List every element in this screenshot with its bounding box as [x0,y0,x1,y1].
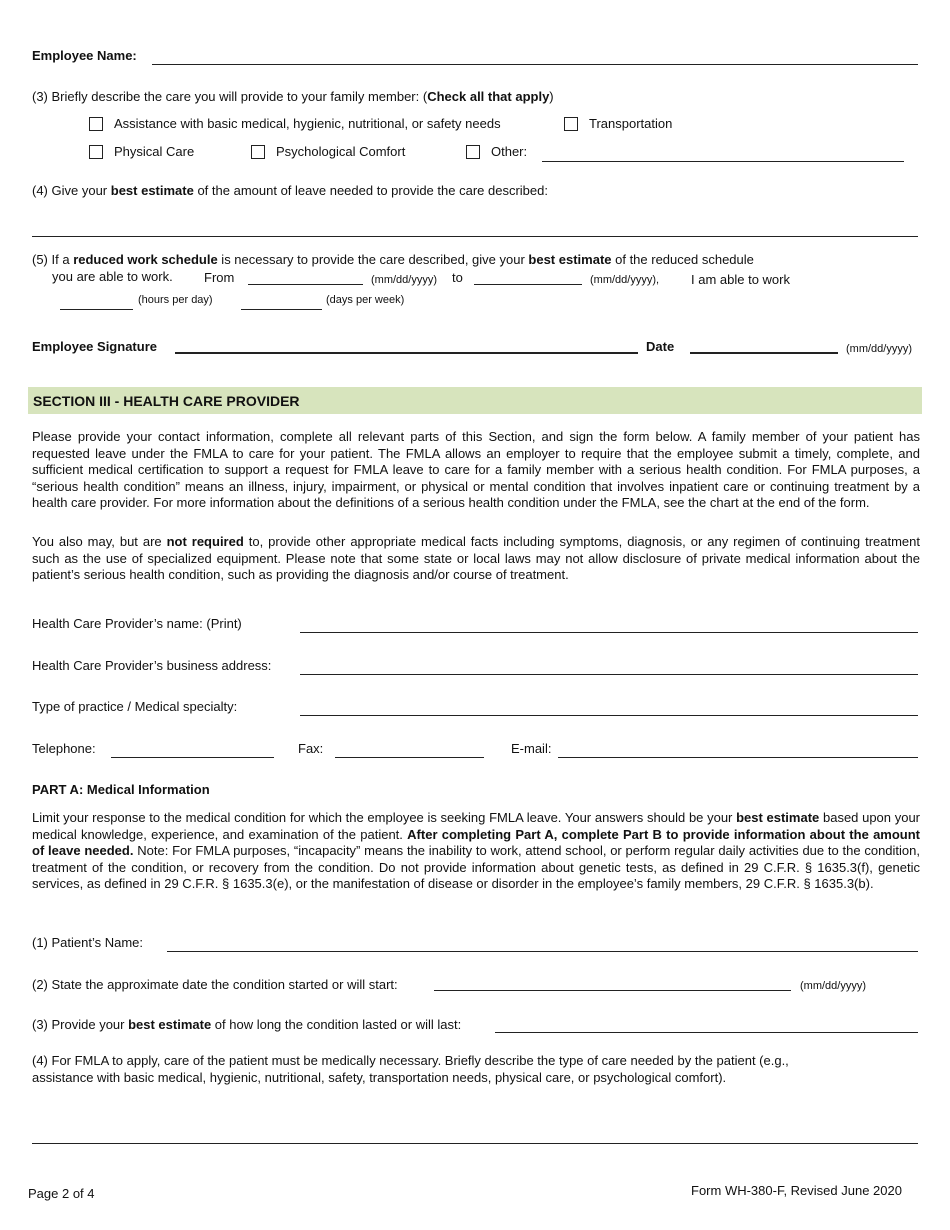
practice-field[interactable] [300,715,918,716]
provider-name-label: Health Care Provider’s name: (Print) [32,616,242,631]
employee-signature-label: Employee Signature [32,339,157,354]
checkbox-assistance[interactable] [89,117,103,131]
signature-date-label: Date [646,339,675,354]
email-label: E-mail: [511,741,552,756]
employee-q3-text: (3) Briefly describe the care you will provide to your family member: (Check all that apply) [32,89,554,104]
fax-field[interactable] [335,757,484,758]
fax-label: Fax: [298,741,324,756]
provider-name-field[interactable] [300,632,918,633]
to-date-format: (mm/dd/yyyy), [590,274,660,286]
hours-per-day-label: (hours per day) [138,294,213,306]
signature-date-field[interactable] [690,352,838,354]
checkbox-other[interactable] [466,145,480,159]
care-needed-question-line2: assistance with basic medical, hygienic, nutritional, safety, transportation needs, physical care, or psychological comfort). [32,1070,727,1085]
employee-q5-line2: you are able to work. [52,269,173,284]
employee-name-label: Employee Name: [32,48,137,63]
employee-name-field[interactable] [152,64,918,65]
care-needed-question-line1: (4) For FMLA to apply, care of the patient must be medically necessary. Briefly describe the type of care needed by the patient (e.g., [32,1053,789,1068]
checkbox-psychological-comfort[interactable] [251,145,265,159]
checkbox-physical-care[interactable] [89,145,103,159]
option-assistance-label: Assistance with basic medical, hygienic, nutritional, or safety needs [114,116,501,131]
condition-start-label: (2) State the approximate date the condition started or will start: [32,977,398,992]
condition-duration-field[interactable] [495,1032,918,1033]
section-3-title: SECTION III - HEALTH CARE PROVIDER [33,393,300,409]
employee-q5-text: (5) If a reduced work schedule is necessary to provide the care described, give your best estimate of the reduced schedule [32,252,754,267]
care-needed-field[interactable] [32,1143,918,1144]
checkbox-transportation[interactable] [564,117,578,131]
patient-name-field[interactable] [167,951,918,952]
option-transportation-label: Transportation [589,116,673,131]
part-a-paragraph: Limit your response to the medical condition for which the employee is seeking FMLA leave. Your answers should be your best estimate based upon your medical knowledge, experience, and examination of the patient. After completing Part A, complete Part B to provide information about the amount of leave needed. Note: For FMLA purposes, “incapacity” means the inability to work, attend school, or perform regular daily activities due to the condition, treatment of the condition, or recovery from the condition. Do not provide information about genetic tests, as defined in 29 C.F.R. § 1635.3(f), genetic services, as defined in 29 C.F.R. § 1635.3(e), or the manifestation of disease or disorder in the employee’s family members, 29 C.F.R. § 1635.3(b). [32,810,921,891]
section-3-second-paragraph: You also may, but are not required to, provide other appropriate medical facts including symptoms, diagnosis, or any regimen of continuing treatment such as the use of specialized equipment. Please note that some state or local laws may not allow disclosure of private medical information about the patient’s serious health condition, such as providing the diagnosis and/or course of treatment. [32,534,920,582]
leave-estimate-field[interactable] [32,236,918,237]
form-id: Form WH-380-F, Revised June 2020 [691,1183,902,1198]
signature-date-format: (mm/dd/yyyy) [846,343,912,355]
part-a-title: PART A: Medical Information [32,782,210,797]
from-date-format: (mm/dd/yyyy) [371,274,437,286]
from-date-field[interactable] [248,284,363,285]
provider-address-field[interactable] [300,674,918,675]
email-field[interactable] [558,757,918,758]
able-to-work-label: I am able to work [691,272,790,287]
employee-q4-text: (4) Give your best estimate of the amount of leave needed to provide the care described: [32,183,548,198]
hours-per-day-field[interactable] [60,309,133,310]
condition-start-format: (mm/dd/yyyy) [800,980,866,992]
condition-start-field[interactable] [434,990,791,991]
from-label: From [204,270,235,285]
to-date-field[interactable] [474,284,582,285]
option-other-label: Other: [491,144,528,159]
days-per-week-field[interactable] [241,309,322,310]
to-label: to [452,270,463,285]
other-field[interactable] [542,161,904,162]
condition-duration-label: (3) Provide your best estimate of how long the condition lasted or will last: [32,1017,462,1032]
provider-address-label: Health Care Provider’s business address: [32,658,272,673]
employee-signature-field[interactable] [175,352,638,354]
page-number: Page 2 of 4 [28,1186,95,1201]
section-3-intro-paragraph: Please provide your contact information, complete all relevant parts of this Section, and sign the form below. A family member of your patient has requested leave under the FMLA to care for your patient. The FMLA allows an employer to require that the employee submit a timely, complete, and sufficient medical certification to support a request for FMLA leave to care for a family member with a serious health condition. For FMLA purposes, a “serious health condition” means an illness, injury, impairment, or physical or mental condition that involves inpatient care or continuing treatment by a health care provider. For more information about the definitions of a serious health condition under the FMLA, see the chart at the end of the form. [32,429,920,510]
section-3-header [28,387,922,414]
days-per-week-label: (days per week) [326,294,405,306]
telephone-label: Telephone: [32,741,96,756]
patient-name-label: (1) Patient’s Name: [32,935,144,950]
telephone-field[interactable] [111,757,274,758]
option-psychological-comfort-label: Psychological Comfort [276,144,406,159]
option-physical-care-label: Physical Care [114,144,195,159]
practice-label: Type of practice / Medical specialty: [32,699,238,714]
